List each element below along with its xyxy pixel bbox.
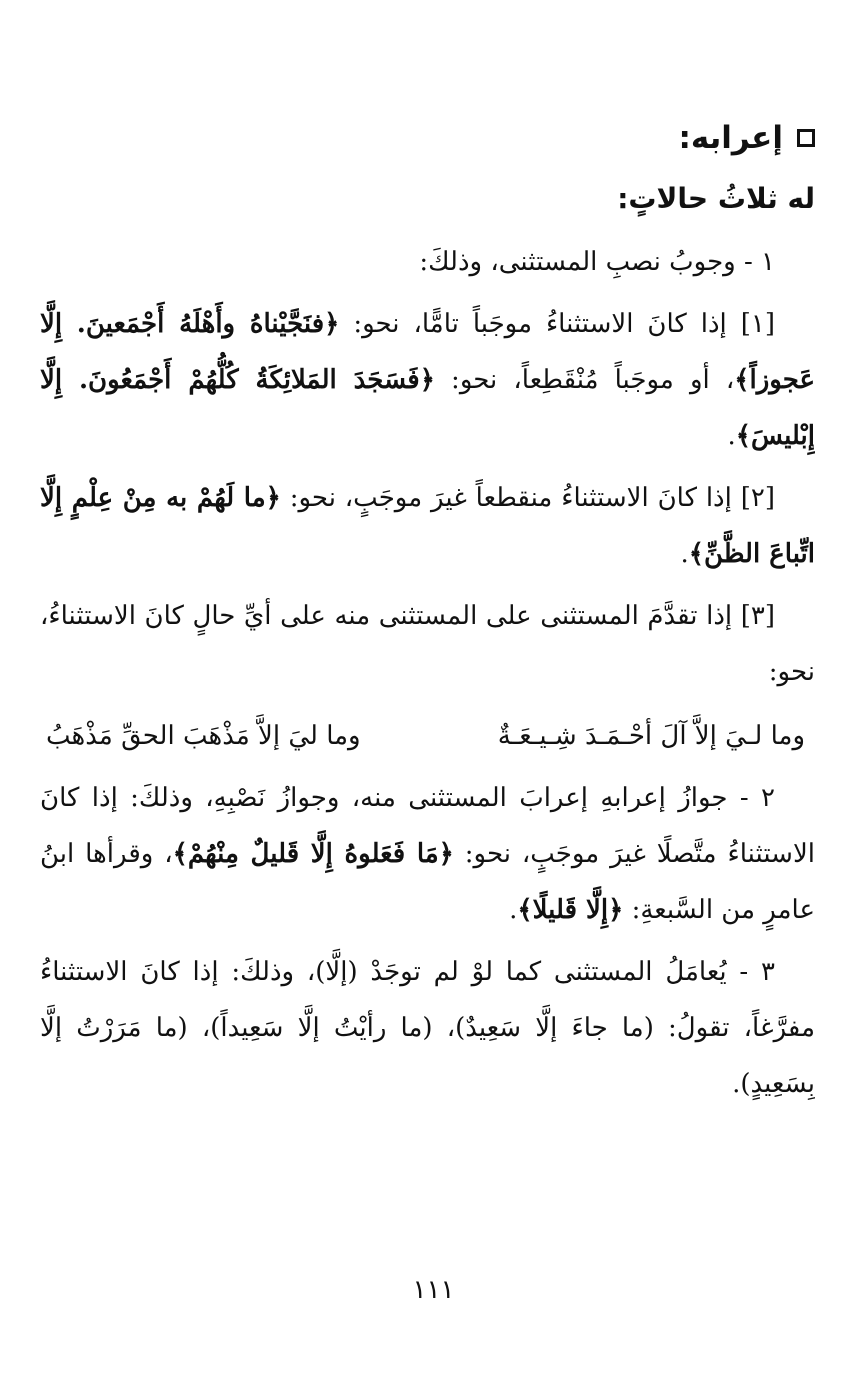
- case-3-paragraph: ٣ - يُعامَلُ المستثنى كما لوْ لم توجَدْ (إلَّا)، وذلكَ: إذا كانَ الاستثناءُ مفرَّغاً، تقولُ: (ما جاءَ إلَّا سَعِيدٌ)، (ما رأيْتُ إلَّا سَعِيداً)، (ما مَرَرْتُ إلَّا بِسَعِيدٍ).: [40, 957, 815, 1099]
- case-2-text-b: ، وقرأها ابنُ عامرٍ من السَّبعةِ:: [40, 839, 815, 925]
- section-subtitle: له ثلاثُ حالاتٍ:: [617, 182, 815, 215]
- section-heading: [40, 110, 815, 166]
- page-number: ١١١: [412, 1275, 455, 1305]
- case-1-2-text-a: [٢] إذا كانَ الاستثناءُ منقطعاً غيرَ موجَبٍ، نحو:: [280, 483, 775, 513]
- case-1-paragraph-3: [٣] إذا تقدَّمَ المستثنى على المستثنى منه على أيِّ حالٍ كانَ الاستثناءُ، نحو:: [40, 601, 815, 687]
- quran-quote: ﴿فنَجَّيْناهُ وأَهْلَهُ أَجْمَعينَ. إِلَّا عَجوزاً﴾: [40, 309, 815, 395]
- quran-quote: ﴿إِلَّا قَليلًا﴾: [517, 895, 624, 925]
- section-title-text: إعرابه:: [678, 120, 783, 156]
- case-1-1-text-a: [١] إذا كانَ الاستثناءُ موجَباً تامًّا، نحو:: [339, 309, 775, 339]
- case-1-1-text-c: .: [727, 421, 736, 451]
- case-1-1-text-b: ، أو موجَباً مُنْقَطِعاً، نحو:: [434, 365, 735, 395]
- quran-quote: ﴿فَسَجَدَ المَلائِكَةُ كُلُّهُمْ أَجْمَعُونَ. إِلَّا إِبْليسَ﴾: [40, 365, 815, 451]
- case-1-intro: ١ - وجوبُ نصبِ المستثنى، وذلكَ:: [419, 247, 775, 277]
- case-1-paragraph-2: [40, 470, 815, 582]
- case-2-text-a: ٢ - جوازُ إعرابهِ إعرابَ المستثنى منه، وجوازُ نَصْبِهِ، وذلكَ: إذا كانَ الاستثناءُ متَّصلًا غيرَ موجَبٍ، نحو:: [40, 783, 815, 869]
- case-2-paragraph: [40, 770, 815, 938]
- quran-quote: ﴿ما لَهُمْ به مِنْ عِلْمٍ إِلَّا اتِّباعَ الظَّنِّ﴾: [40, 483, 815, 569]
- poetry-verse: [46, 708, 805, 764]
- case-2-text-c: .: [509, 895, 518, 925]
- square-bullet-icon: [797, 129, 815, 147]
- quran-quote: ﴿مَا فَعَلوهُ إِلَّا قَليلٌ مِنْهُمْ﴾: [172, 839, 454, 869]
- verse-first-hemistich: وما لـيَ إلاَّ آلَ أحْـمَـدَ شِـيـعَـةٌ: [497, 721, 805, 751]
- page-content: [40, 100, 815, 1320]
- verse-second-hemistich: وما ليَ إلاَّ مَذْهَبَ الحقِّ مَذْهَبُ: [46, 721, 361, 751]
- case-1-paragraph-1: [40, 296, 815, 464]
- case-1-2-text-b: .: [680, 539, 689, 569]
